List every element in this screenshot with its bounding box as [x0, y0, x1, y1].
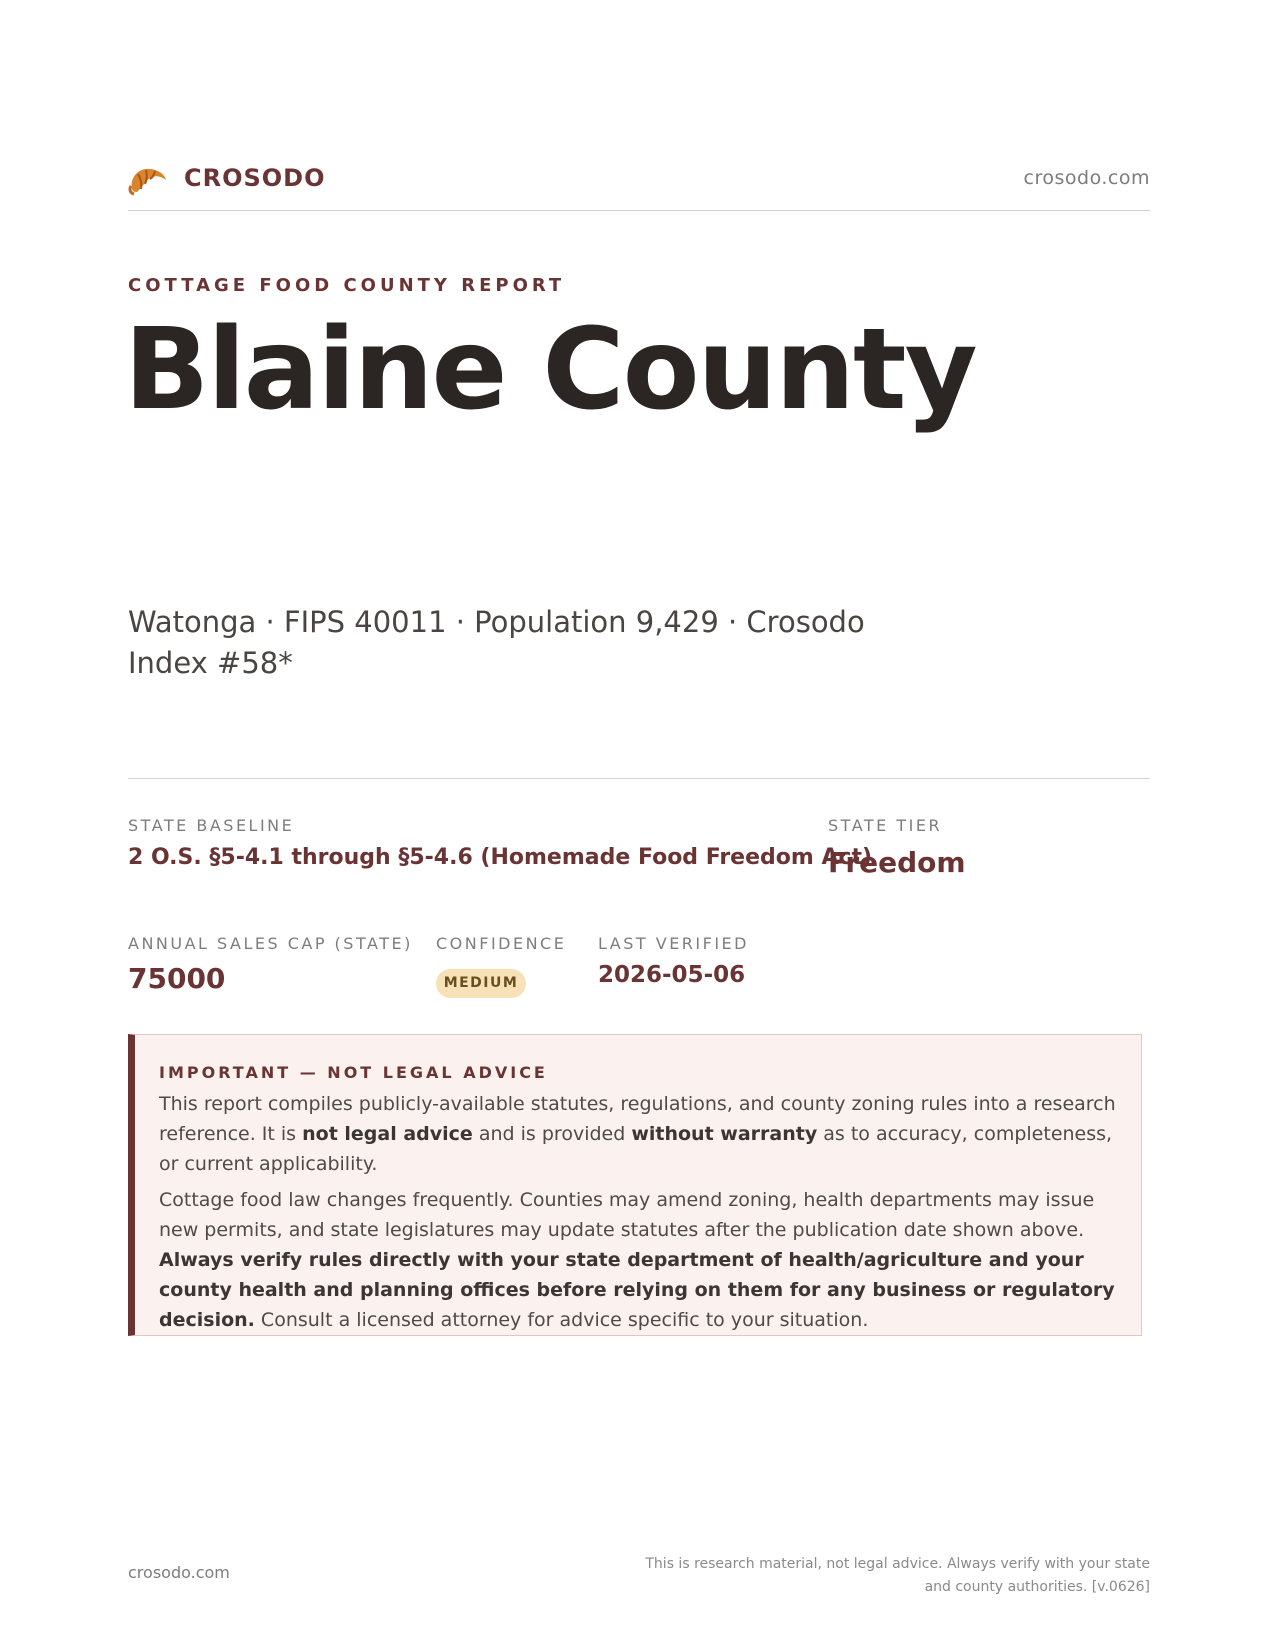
report-page — [124, 0, 1150, 1650]
confidence-label: CONFIDENCE — [436, 934, 567, 953]
confidence-badge: MEDIUM — [436, 969, 526, 998]
last-verified-label: LAST VERIFIED — [598, 934, 749, 953]
notice-paragraph-2: Cottage food law changes frequently. Counties may amend zoning, health departments may issue new permits, and state legislatures may update statutes after the publication date shown above. Always verify rules directly with your state department of health/agriculture and your county health and planning offices before relying on them for any business or regulatory decision. Consult a licensed attorney for advice specific to your situation. — [159, 1189, 1115, 1331]
page-title: Blaine County — [124, 305, 976, 435]
page-header — [128, 158, 1150, 211]
state-baseline-value: 2 O.S. §5-4.1 through §5-4.6 (Homemade Food Freedom Act) — [128, 845, 873, 870]
section-divider — [128, 778, 1150, 779]
legal-notice — [128, 1034, 1142, 1336]
brand-name: CROSODO — [184, 164, 326, 192]
county-subtitle: Watonga · FIPS 40011 · Population 9,429 · Crosodo Index #58* — [128, 605, 865, 680]
notice-title: IMPORTANT — NOT LEGAL ADVICE — [159, 1063, 548, 1082]
notice-paragraph-1: This report compiles publicly-available statutes, regulations, and county zoning rules into a research reference. It is not legal advice and is provided without warranty as to accuracy, completeness, or current applicability. — [159, 1093, 1116, 1175]
state-tier-label: STATE TIER — [828, 816, 943, 835]
site-url[interactable]: crosodo.com — [1023, 167, 1150, 189]
state-baseline-label: STATE BASELINE — [128, 816, 295, 835]
croissant-icon — [128, 162, 168, 198]
sales-cap-label: ANNUAL SALES CAP (STATE) — [128, 934, 413, 953]
footer-disclaimer — [630, 1553, 1150, 1599]
sales-cap-value: 75000 — [128, 962, 226, 995]
footer-site[interactable]: crosodo.com — [128, 1563, 230, 1582]
footer-disclaimer-line-1: This is research material, not legal advice. Always verify with your state — [645, 1556, 1150, 1572]
footer-disclaimer-line-2: and county authorities. [v.0626] — [924, 1579, 1150, 1595]
last-verified-value: 2026-05-06 — [598, 962, 746, 988]
report-eyebrow: COTTAGE FOOD COUNTY REPORT — [128, 275, 566, 296]
state-tier-value: Freedom — [828, 846, 966, 879]
